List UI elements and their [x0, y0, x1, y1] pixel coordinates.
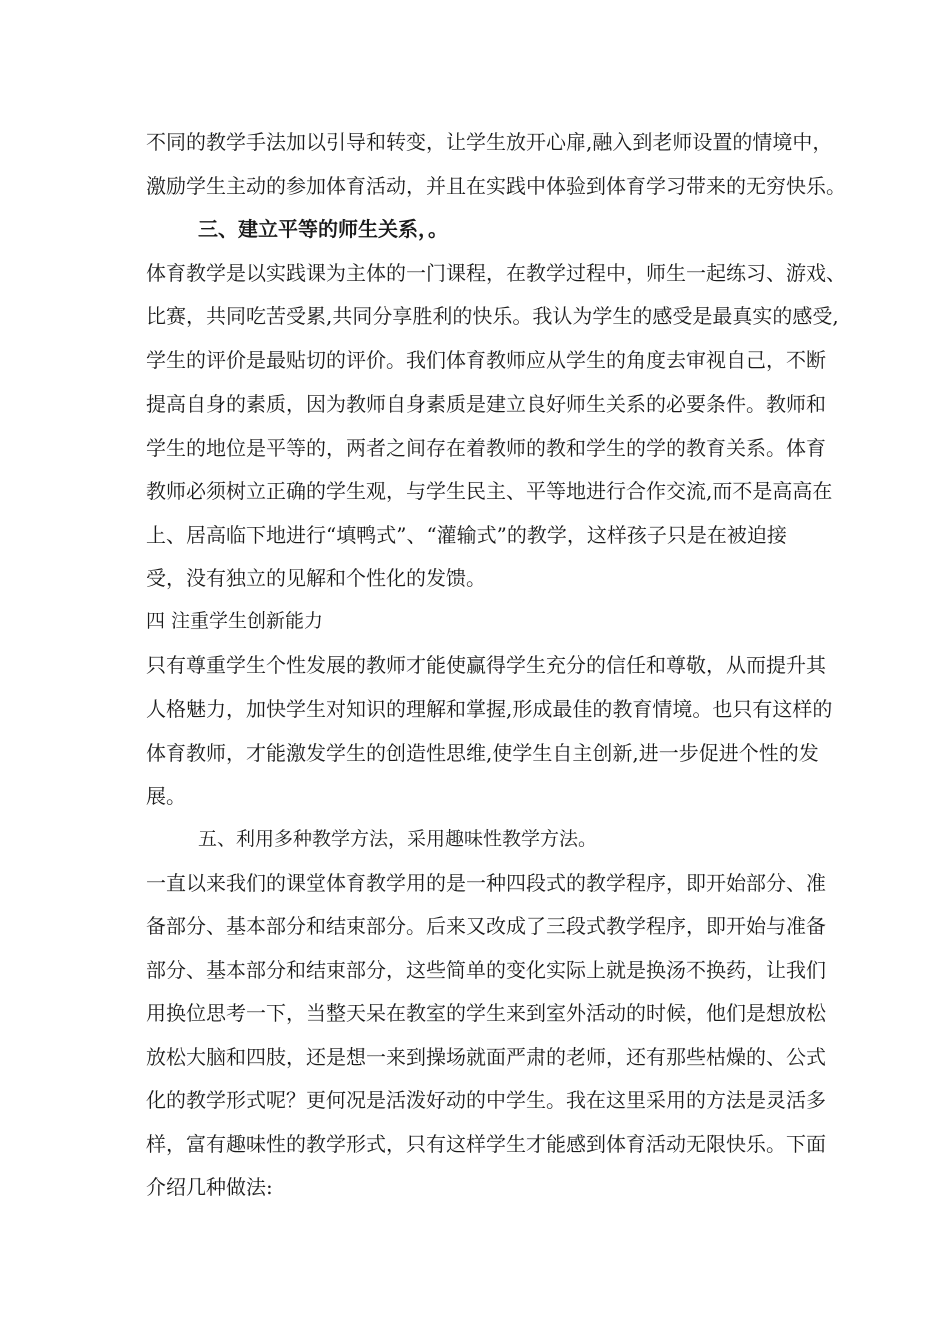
paragraph-line: 放松大脑和四肢，还是想一来到操场就面严肃的老师，还有那些枯燥的、公式 — [146, 1045, 826, 1069]
paragraph-line: 激励学生主动的参加体育活动，并且在实践中体验到体育学习带来的无穷快乐。 — [146, 174, 846, 198]
paragraph-line: 备部分、基本部分和结束部分。后来又改成了三段式教学程序，即开始与准备 — [146, 914, 826, 938]
paragraph-line: 学生的地位是平等的，两者之间存在着教师的教和学生的学的教育关系。体育 — [146, 436, 826, 460]
paragraph-line: 提高自身的素质，因为教师自身素质是建立良好师生关系的必要条件。教师和 — [146, 392, 826, 416]
section-heading-4: 四 注重学生创新能力 — [146, 610, 324, 632]
paragraph-line: 样，富有趣味性的教学形式，只有这样学生才能感到体育活动无限快乐。下面 — [146, 1132, 826, 1156]
paragraph-line: 人格魅力，加快学生对知识的理解和掌握,形成最佳的教育情境。也只有这样的 — [146, 697, 833, 721]
paragraph-line: 用换位思考一下，当整天呆在教室的学生来到室外活动的时候，他们是想放松 — [146, 1001, 826, 1025]
paragraph-line: 展。 — [146, 784, 186, 808]
section-heading-3: 三、建立平等的师生关系，。 — [198, 217, 448, 241]
section-heading-5: 五、利用多种教学方法，采用趣味性教学方法。 — [198, 828, 598, 850]
paragraph-line: 化的教学形式呢？更何况是活泼好动的中学生。我在这里采用的方法是灵活多 — [146, 1088, 826, 1112]
paragraph-line: 比赛，共同吃苦受累,共同分享胜利的快乐。我认为学生的感受是最真实的感受, — [146, 304, 839, 328]
paragraph-line: 上、居高临下地进行“填鸭式”、“灌输式”的教学，这样孩子只是在被迫接 — [146, 523, 787, 547]
paragraph-line: 不同的教学手法加以引导和转变，让学生放开心扉,融入到老师设置的情境中， — [146, 130, 833, 154]
paragraph-line: 教师必须树立正确的学生观，与学生民主、平等地进行合作交流,而不是高高在 — [146, 479, 833, 503]
paragraph-line: 只有尊重学生个性发展的教师才能使赢得学生充分的信任和尊敬，从而提升其 — [146, 653, 826, 677]
paragraph-line: 介绍几种做法: — [146, 1175, 273, 1199]
paragraph-line: 学生的评价是最贴切的评价。我们体育教师应从学生的角度去审视自己，不断 — [146, 348, 826, 372]
paragraph-line: 部分、基本部分和结束部分，这些简单的变化实际上就是换汤不换药，让我们 — [146, 958, 826, 982]
paragraph-line: 一直以来我们的课堂体育教学用的是一种四段式的教学程序，即开始部分、准 — [146, 871, 826, 895]
paragraph-line: 体育教师，才能激发学生的创造性思维,使学生自主创新,进一步促进个性的发 — [146, 741, 819, 765]
paragraph-line: 受，没有独立的见解和个性化的发馈。 — [146, 566, 486, 590]
paragraph-line: 体育教学是以实践课为主体的一门课程，在教学过程中，师生一起练习、游戏、 — [146, 261, 846, 285]
